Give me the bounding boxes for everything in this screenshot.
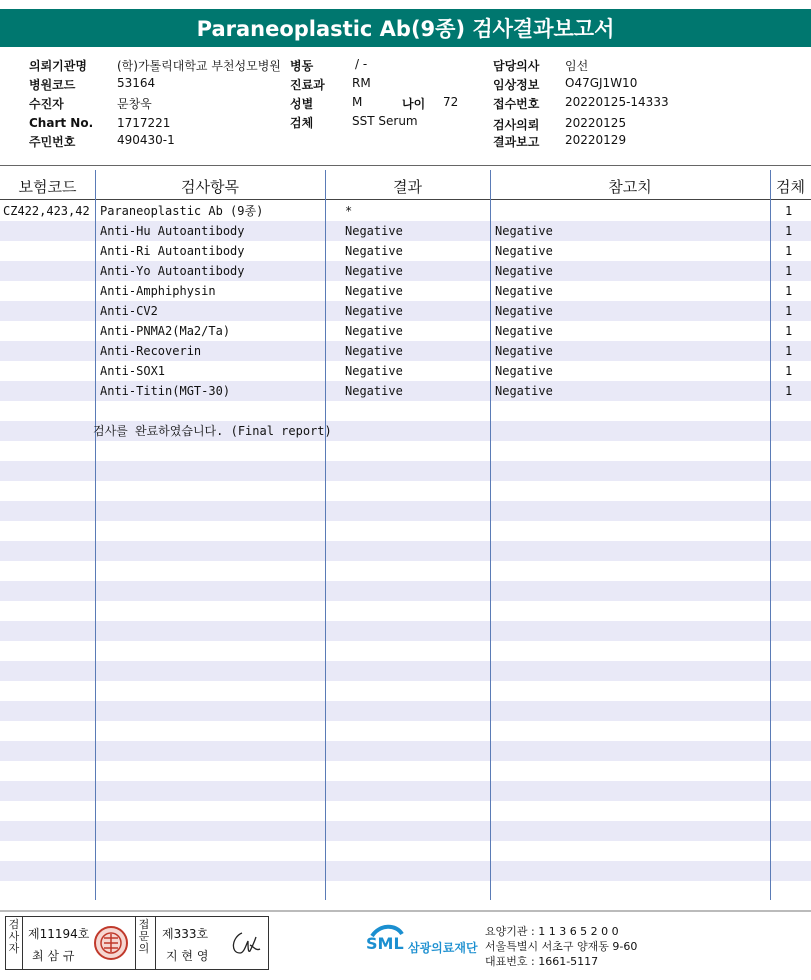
table-stripe <box>0 821 811 841</box>
patient-label: 수진자 <box>29 97 64 111</box>
row-result: Negative <box>345 244 403 258</box>
row-reference: Negative <box>495 304 553 318</box>
row-test-item: Anti-Amphiphysin <box>100 284 216 298</box>
hospital-code-label: 병원코드 <box>29 78 76 92</box>
row-result: Negative <box>345 284 403 298</box>
id-value: 490430-1 <box>117 133 175 147</box>
ward-label: 병동 <box>290 59 314 73</box>
confirmer-label: 접 문 의 <box>138 918 150 955</box>
row-specimen: 1 <box>785 384 793 398</box>
row-test-item: Anti-Hu Autoantibody <box>100 224 245 238</box>
table-stripe <box>0 441 811 461</box>
row-reference: Negative <box>495 384 553 398</box>
row-reference: Negative <box>495 284 553 298</box>
receipt-label: 접수번호 <box>493 97 540 111</box>
row-result: Negative <box>345 364 403 378</box>
row-specimen: 1 <box>785 344 793 358</box>
clinical-value: O47GJ1W10 <box>565 76 638 90</box>
table-stripe <box>0 601 811 621</box>
header-divider <box>0 165 811 166</box>
row-result: Negative <box>345 324 403 338</box>
row-specimen: 1 <box>785 204 793 218</box>
row-reference: Negative <box>495 344 553 358</box>
signature-icon <box>226 927 262 959</box>
chart-value: 1717221 <box>117 116 171 130</box>
table-stripe <box>0 801 811 821</box>
table-stripe <box>0 581 811 601</box>
table-stripe <box>0 761 811 781</box>
phone: 대표번호 : 1661-5117 <box>485 955 599 968</box>
row-reference: Negative <box>495 244 553 258</box>
table-stripe <box>0 681 811 701</box>
row-reference: Negative <box>495 364 553 378</box>
request-value: 20220125 <box>565 116 627 130</box>
institution-label: 의뢰기관명 <box>29 59 87 73</box>
sex-value: M <box>352 95 363 109</box>
report-title: Paraneoplastic Ab(9종) 검사결과보고서 <box>0 9 811 47</box>
box-divider <box>22 917 23 969</box>
table-stripe <box>0 641 811 661</box>
age-label: 나이 <box>402 97 426 111</box>
specimen-value: SST Serum <box>352 114 418 128</box>
row-result: * <box>345 204 353 218</box>
row-test-item: Anti-PNMA2(Ma2/Ta) <box>100 324 231 338</box>
institution-code: 요양기관 : 1 1 3 6 5 2 0 0 <box>485 925 619 938</box>
row-reference: Negative <box>495 264 553 278</box>
age-value: 72 <box>443 95 459 109</box>
header-specimen: 검체 <box>776 178 805 196</box>
table-stripe <box>0 661 811 681</box>
dept-label: 진료과 <box>290 78 325 92</box>
sex-label: 성별 <box>290 97 314 111</box>
address: 서울특별시 서초구 양재동 9-60 <box>485 940 638 953</box>
box-divider <box>155 917 156 969</box>
tester-number: 제11194호 <box>28 927 90 941</box>
table-stripe <box>0 881 811 901</box>
row-result: Negative <box>345 224 403 238</box>
row-specimen: 1 <box>785 244 793 258</box>
request-label: 검사의뢰 <box>493 118 540 132</box>
foundation-name: 삼광의료재단 <box>408 941 478 955</box>
ward-value: / - <box>355 57 368 71</box>
report-date-label: 결과보고 <box>493 135 540 149</box>
table-header-divider <box>0 199 811 200</box>
final-report-note: 검사를 완료하였습니다. (Final report) <box>93 424 332 438</box>
table-stripe <box>0 781 811 801</box>
table-stripe <box>0 481 811 501</box>
row-result: Negative <box>345 304 403 318</box>
row-insurance-code: CZ422,423,42 <box>3 204 90 218</box>
confirmer-name: 지 현 영 <box>166 949 209 963</box>
row-result: Negative <box>345 384 403 398</box>
header-result: 결과 <box>393 178 422 196</box>
row-test-item: Anti-SOX1 <box>100 364 166 378</box>
column-divider <box>95 170 96 900</box>
table-stripe <box>0 521 811 541</box>
clinical-label: 임상정보 <box>493 78 540 92</box>
row-specimen: 1 <box>785 304 793 318</box>
row-test-item: Anti-Ri Autoantibody <box>100 244 245 258</box>
seal-icon <box>93 925 129 961</box>
table-stripe <box>0 701 811 721</box>
row-specimen: 1 <box>785 364 793 378</box>
doctor-label: 담당의사 <box>493 59 540 73</box>
doctor-value: 임선 <box>565 59 589 73</box>
row-result: Negative <box>345 344 403 358</box>
table-stripe <box>0 621 811 641</box>
institution-value: (학)가톨릭대학교 부천성모병원 <box>117 59 281 73</box>
row-specimen: 1 <box>785 284 793 298</box>
confirmer-number: 제333호 <box>162 927 209 941</box>
row-specimen: 1 <box>785 264 793 278</box>
footer-divider <box>0 910 811 912</box>
signature-box <box>5 916 269 970</box>
table-stripe <box>0 561 811 581</box>
row-specimen: 1 <box>785 224 793 238</box>
table-stripe <box>0 501 811 521</box>
header-reference: 참고치 <box>608 178 652 196</box>
dept-value: RM <box>352 76 371 90</box>
table-stripe <box>0 741 811 761</box>
hospital-code-value: 53164 <box>117 76 156 90</box>
table-stripe <box>0 541 811 561</box>
patient-value: 문창욱 <box>117 97 152 111</box>
row-test-item: Anti-CV2 <box>100 304 158 318</box>
logo-text: SML <box>366 934 404 953</box>
table-stripe <box>0 461 811 481</box>
box-divider <box>135 917 136 969</box>
row-specimen: 1 <box>785 324 793 338</box>
row-test-item: Anti-Yo Autoantibody <box>100 264 245 278</box>
table-stripe <box>0 401 811 421</box>
chart-label: Chart No. <box>29 116 94 130</box>
row-test-item: Anti-Recoverin <box>100 344 202 358</box>
report-date-value: 20220129 <box>565 133 627 147</box>
receipt-value: 20220125-14333 <box>565 95 669 109</box>
row-test-item: Anti-Titin(MGT-30) <box>100 384 231 398</box>
column-divider <box>770 170 771 900</box>
table-stripe <box>0 861 811 881</box>
id-label: 주민번호 <box>29 135 76 149</box>
column-divider <box>490 170 491 900</box>
row-reference: Negative <box>495 224 553 238</box>
table-header <box>0 169 811 199</box>
header-test-item: 검사항목 <box>181 178 239 196</box>
table-stripe <box>0 841 811 861</box>
table-stripe <box>0 721 811 741</box>
column-divider <box>325 170 326 900</box>
row-reference: Negative <box>495 324 553 338</box>
row-test-item: Paraneoplastic Ab (9종) <box>100 204 264 218</box>
tester-name: 최 삼 규 <box>32 949 75 963</box>
header-insurance-code: 보험코드 <box>18 178 77 196</box>
tester-label: 검 사 자 <box>8 918 20 955</box>
specimen-label: 검체 <box>290 116 314 130</box>
row-result: Negative <box>345 264 403 278</box>
